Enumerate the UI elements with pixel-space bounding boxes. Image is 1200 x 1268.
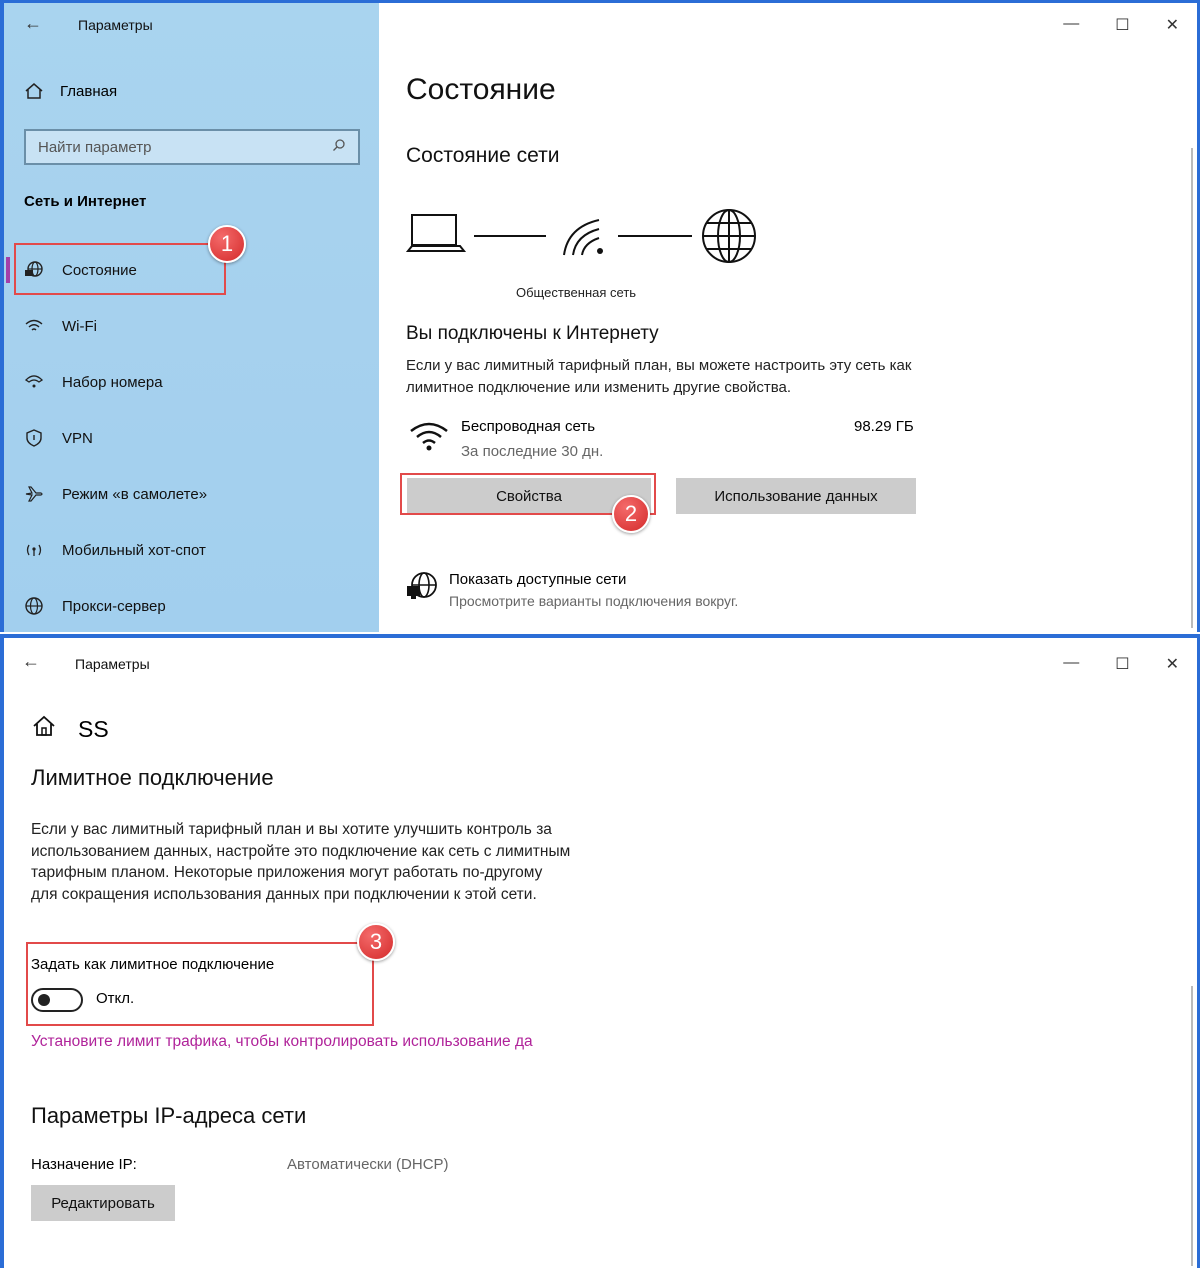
show-networks-description: Просмотрите варианты подключения вокруг. <box>449 593 739 609</box>
set-data-limit-link[interactable]: Установите лимит трафика, чтобы контролировать использование да <box>31 1033 533 1050</box>
step-badge-2: 2 <box>612 495 650 533</box>
wifi-usage-amount: 98.29 ГБ <box>854 418 914 435</box>
callout-box-status <box>14 243 226 295</box>
network-diagram <box>404 203 764 273</box>
section-title: Сеть и Интернет <box>24 193 147 210</box>
airplane-icon <box>24 484 44 504</box>
wifi-signal-icon <box>564 220 603 255</box>
network-status-title: Состояние сети <box>406 144 560 167</box>
globe-icon <box>24 596 44 616</box>
dialup-icon <box>24 372 44 392</box>
sidebar-item-label: Главная <box>60 82 118 100</box>
minimize-button[interactable]: — <box>1063 654 1080 671</box>
show-networks-link[interactable]: Показать доступные сети <box>449 571 627 588</box>
sidebar-item-dialup[interactable] <box>24 372 163 392</box>
wifi-network-name: Беспроводная сеть <box>461 418 596 435</box>
sidebar-item-label: Режим «в самолете» <box>62 485 208 503</box>
metered-description: Если у вас лимитный тарифный план и вы хотите улучшить контроль за использованием данных, настройте это подключение как сеть с лимитным тарифным планом. Некоторые приложения могут работать по-другому для сокращения использования данных при подключении к этой сети. <box>31 821 571 904</box>
back-arrow-icon[interactable]: ← <box>22 651 40 671</box>
sidebar-item-wifi[interactable] <box>24 316 97 336</box>
step-badge-3: 3 <box>357 923 395 961</box>
data-usage-button[interactable]: Использование данных <box>676 478 916 514</box>
sidebar-item-airplane[interactable] <box>24 484 207 504</box>
home-icon[interactable] <box>32 714 56 744</box>
sidebar-item-label: Прокси-сервер <box>62 597 166 615</box>
ip-settings-title: Параметры IP-адреса сети <box>31 1103 307 1128</box>
page-title: Состояние <box>406 73 556 106</box>
wifi-icon <box>409 417 449 453</box>
network-type-label: Общественная сеть <box>516 285 637 300</box>
settings-window-status <box>0 0 1200 632</box>
toggle-state-label: Откл. <box>96 990 135 1007</box>
back-arrow-icon[interactable]: ← <box>24 13 42 33</box>
show-networks-icon <box>406 571 438 603</box>
wifi-usage-period: За последние 30 дн. <box>461 443 604 460</box>
properties-button[interactable]: Свойства <box>407 478 651 514</box>
callout-box-toggle <box>26 942 374 1026</box>
maximize-button[interactable]: ☐ <box>1115 656 1130 673</box>
sidebar-item-vpn[interactable] <box>24 428 93 448</box>
globe-icon <box>703 210 755 262</box>
network-name: SS <box>78 715 109 742</box>
window-controls <box>1063 654 1179 674</box>
wifi-icon <box>24 316 44 336</box>
search-placeholder: Найти параметр <box>38 138 152 156</box>
vpn-shield-icon <box>24 428 44 448</box>
connected-description: Если у вас лимитный тарифный план, вы можете настроить эту сеть как лимитное подключение или изменить другие свойства. <box>406 357 912 396</box>
hotspot-icon <box>24 540 44 560</box>
search-icon <box>332 138 346 156</box>
ip-assignment-value: Автоматически (DHCP) <box>287 1156 449 1173</box>
sidebar-item-label: Набор номера <box>62 373 163 391</box>
sidebar-item-home[interactable] <box>24 81 117 101</box>
minimize-button[interactable]: — <box>1063 15 1080 32</box>
selection-indicator <box>6 257 10 283</box>
ip-assignment-label: Назначение IP: <box>31 1156 137 1173</box>
sidebar-item-proxy[interactable] <box>24 596 166 616</box>
home-icon <box>24 81 44 101</box>
connected-title: Вы подключены к Интернету <box>406 323 659 344</box>
scrollbar[interactable] <box>1191 148 1193 628</box>
sidebar-item-hotspot[interactable] <box>24 540 206 560</box>
close-button[interactable]: ✕ <box>1165 17 1179 34</box>
maximize-button[interactable]: ☐ <box>1115 17 1130 34</box>
network-header <box>32 714 109 744</box>
sidebar-item-label: VPN <box>62 429 93 447</box>
settings-window-network <box>0 634 1200 1268</box>
window-title: Параметры <box>78 17 153 33</box>
scrollbar[interactable] <box>1191 986 1193 1266</box>
sidebar-item-label: Wi-Fi <box>62 317 97 335</box>
sidebar-item-label: Мобильный хот-спот <box>62 541 206 559</box>
window-title: Параметры <box>75 656 150 672</box>
close-button[interactable]: ✕ <box>1165 656 1179 673</box>
laptop-icon <box>408 215 464 251</box>
sidebar-item-label: Состояние <box>62 261 137 279</box>
metered-title: Лимитное подключение <box>31 765 274 790</box>
window-controls <box>1063 15 1179 35</box>
step-badge-1: 1 <box>208 225 246 263</box>
sidebar <box>4 3 379 632</box>
search-input[interactable] <box>24 129 360 165</box>
edit-button[interactable]: Редактировать <box>31 1185 175 1221</box>
metered-toggle-label: Задать как лимитное подключение <box>31 956 275 973</box>
